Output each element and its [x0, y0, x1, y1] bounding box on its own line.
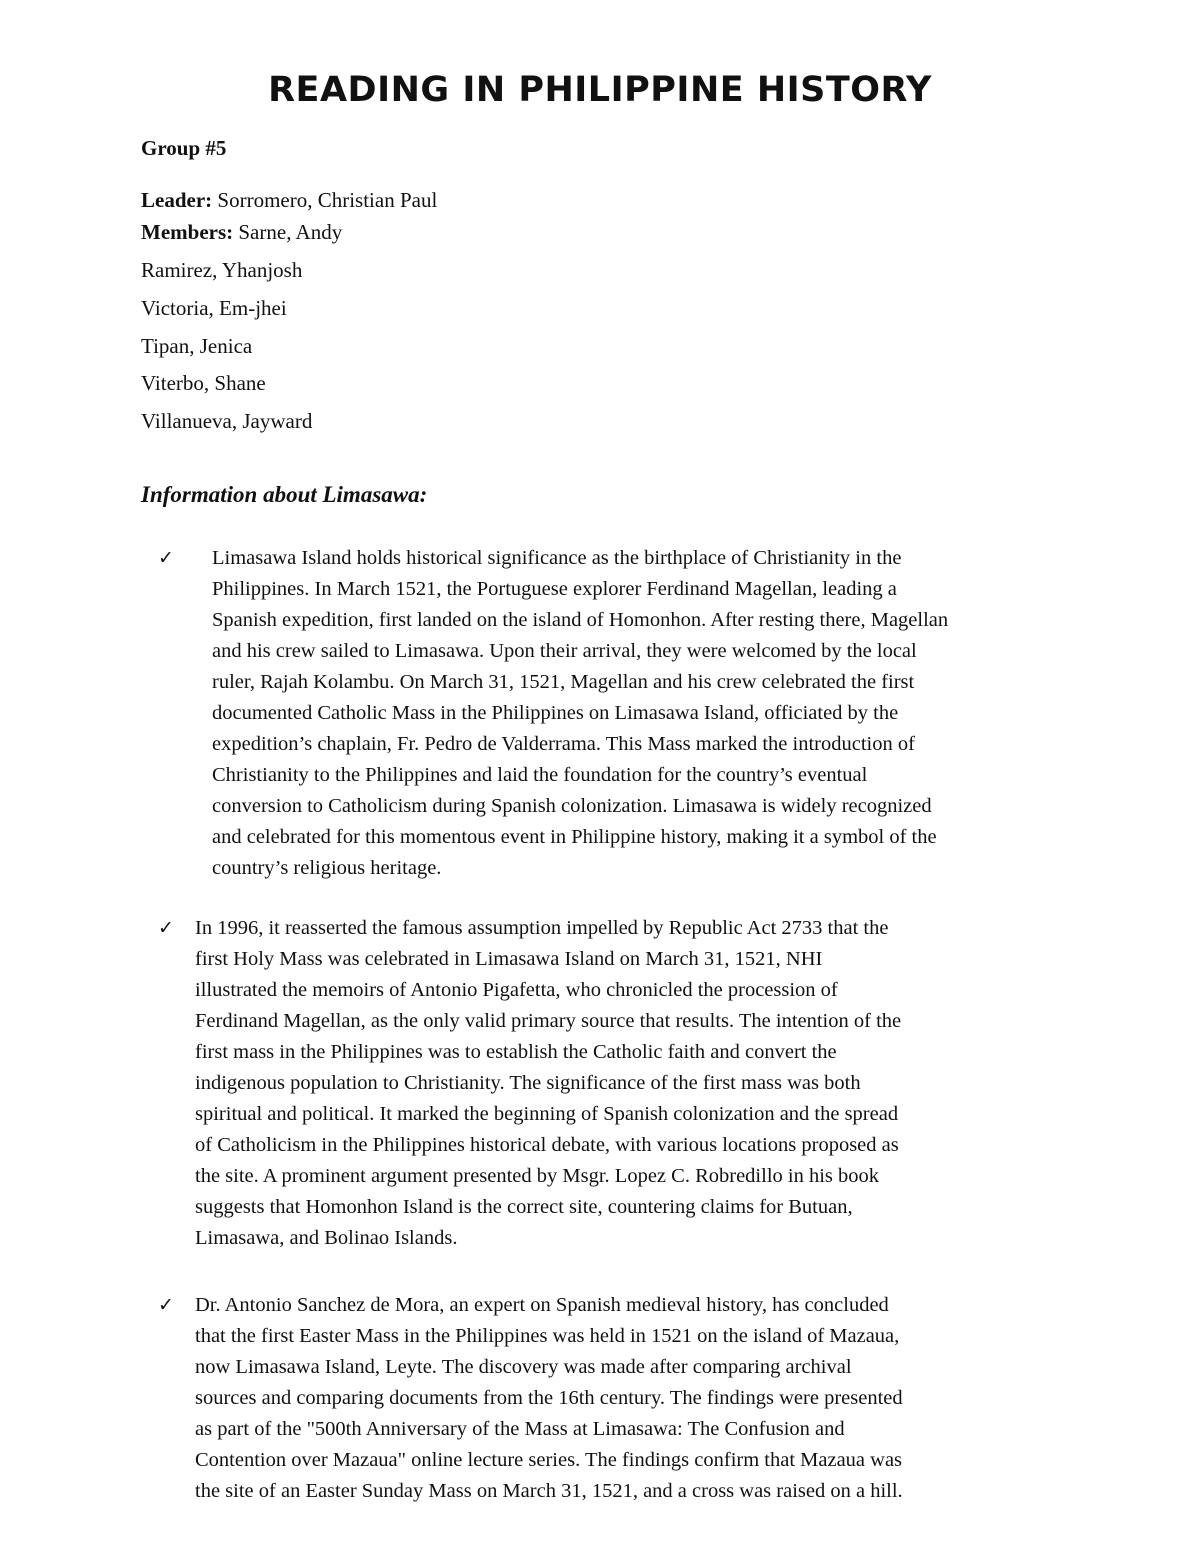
member-name: Victoria, Em-jhei: [141, 296, 287, 320]
paragraph-3: [195, 1290, 903, 1507]
paragraph-line: Christianity to the Philippines and laid the foundation for the country’s eventual: [212, 764, 868, 786]
document-title: READING IN PHILIPPINE HISTORY: [268, 70, 932, 110]
paragraph-line: the site. A prominent argument presented by Msgr. Lopez C. Robredillo in his book: [195, 1165, 880, 1187]
member-name: Sarne, Andy: [238, 220, 343, 244]
check-mark-icon: ✓: [158, 917, 174, 939]
paragraph-line: illustrated the memoirs of Antonio Pigafetta, who chronicled the procession of: [195, 979, 838, 1001]
paragraph-line: In 1996, it reasserted the famous assumption impelled by Republic Act 2733 that the: [195, 917, 889, 939]
member-name: Villanueva, Jayward: [141, 409, 313, 433]
paragraph-line: Limasawa, and Bolinao Islands.: [195, 1227, 458, 1249]
paragraph-1: [212, 543, 948, 884]
paragraph-line: Limasawa Island holds historical significance as the birthplace of Christianity in the: [212, 547, 902, 569]
leader-name: Sorromero, Christian Paul: [217, 188, 438, 212]
paragraph-line: Dr. Antonio Sanchez de Mora, an expert on Spanish medieval history, has concluded: [195, 1294, 889, 1316]
paragraph-line: indigenous population to Christianity. The significance of the first mass was both: [195, 1072, 861, 1094]
paragraph-line: first Holy Mass was celebrated in Limasawa Island on March 31, 1521, NHI: [195, 948, 823, 970]
paragraph-line: now Limasawa Island, Leyte. The discovery was made after comparing archival: [195, 1356, 852, 1378]
paragraph-line: the site of an Easter Sunday Mass on March 31, 1521, and a cross was raised on a hill.: [195, 1480, 903, 1502]
paragraph-line: expedition’s chaplain, Fr. Pedro de Valderrama. This Mass marked the introduction of: [212, 733, 915, 755]
paragraph-line: Philippines. In March 1521, the Portuguese explorer Ferdinand Magellan, leading a: [212, 578, 897, 600]
check-mark-icon: ✓: [158, 547, 174, 569]
paragraph-line: Spanish expedition, first landed on the island of Homonhon. After resting there, Magellan: [212, 609, 949, 631]
paragraph-line: suggests that Homonhon Island is the correct site, countering claims for Butuan,: [195, 1196, 853, 1218]
paragraph-line: Ferdinand Magellan, as the only valid primary source that results. The intention of the: [195, 1010, 902, 1032]
paragraph-line: and celebrated for this momentous event in Philippine history, making it a symbol of the: [212, 826, 937, 848]
paragraph-line: country’s religious heritage.: [212, 857, 442, 879]
paragraph-line: and his crew sailed to Limasawa. Upon their arrival, they were welcomed by the local: [212, 640, 917, 662]
member-name: Viterbo, Shane: [141, 371, 266, 395]
members-label: Members:: [141, 220, 234, 244]
leader-label: Leader:: [141, 188, 213, 212]
paragraph-line: conversion to Catholicism during Spanish colonization. Limasawa is widely recognized: [212, 795, 932, 817]
paragraph-line: Contention over Mazaua" online lecture series. The findings confirm that Mazaua was: [195, 1449, 903, 1471]
paragraph-2: [195, 913, 901, 1254]
member-name: Tipan, Jenica: [141, 334, 253, 358]
paragraph-line: spiritual and political. It marked the beginning of Spanish colonization and the spread: [195, 1103, 899, 1125]
section-heading: Information about Limasawa:: [141, 482, 428, 507]
member-name: Ramirez, Yhanjosh: [141, 258, 303, 282]
leader-row: [141, 190, 437, 211]
paragraph-line: as part of the "500th Anniversary of the Mass at Limasawa: The Confusion and: [195, 1418, 845, 1440]
paragraph-line: of Catholicism in the Philippines historical debate, with various locations proposed as: [195, 1134, 899, 1156]
paragraph-line: sources and comparing documents from the 16th century. The findings were presented: [195, 1387, 903, 1409]
paragraph-line: ruler, Rajah Kolambu. On March 31, 1521, Magellan and his crew celebrated the first: [212, 671, 915, 693]
paragraph-line: first mass in the Philippines was to establish the Catholic faith and convert the: [195, 1041, 837, 1063]
group-label: Group #5: [141, 136, 227, 160]
check-mark-icon: ✓: [158, 1294, 174, 1316]
paragraph-line: documented Catholic Mass in the Philippines on Limasawa Island, officiated by the: [212, 702, 899, 724]
paragraph-line: that the first Easter Mass in the Philippines was held in 1521 on the island of Mazaua,: [195, 1325, 900, 1347]
members-row: [141, 222, 342, 243]
